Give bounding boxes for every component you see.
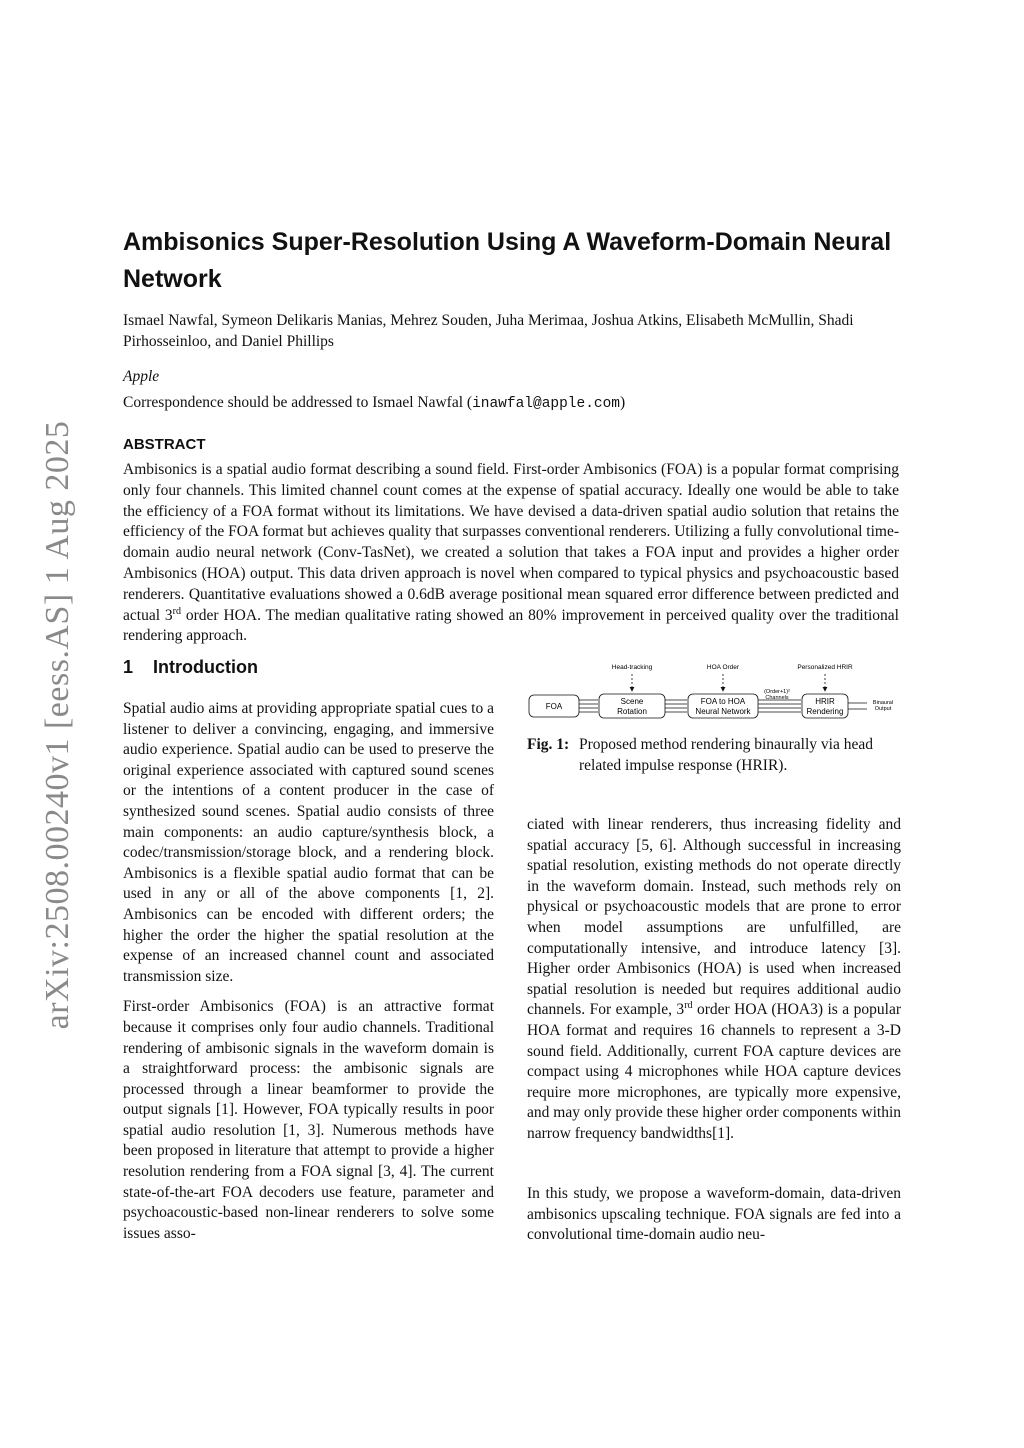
input-label-personalized-hrir: Personalized HRIR bbox=[797, 664, 853, 671]
paper-title: Ambisonics Super-Resolution Using A Waveform-Domain Neural Network bbox=[123, 228, 892, 293]
intro-paragraph-3-b: order HOA (HOA3) is a popular HOA format and requires 16 channels to represent a 3-D sound field. Additionally, current FOA capture devices are compact using 4 microphones while HOA capture devices require more microphones, are typically more expensive, and may only provide these higher order components within narrow frequency bandwidths[1]. bbox=[527, 1001, 902, 1142]
input-label-hoa-order: HOA Order bbox=[706, 664, 740, 671]
arxiv-side-identifier bbox=[28, 415, 88, 1035]
abstract-superscript: rd bbox=[172, 605, 181, 617]
scene-rotation-label-1: Scene bbox=[620, 697, 644, 706]
scene-rotation-label-2: Rotation bbox=[617, 707, 647, 716]
figure-1-caption bbox=[527, 735, 903, 776]
correspondence-email[interactable]: inawfal@apple.com bbox=[472, 396, 621, 412]
binaural-output-label-2: Output bbox=[874, 706, 892, 712]
abstract-text-b: order HOA. The median qualitative rating showed an 80% improvement in perceived quality over the traditional rendering approach. bbox=[123, 606, 899, 645]
correspondence-suffix: ) bbox=[620, 394, 626, 411]
section-number: 1 bbox=[123, 657, 134, 677]
arxiv-side-identifier-text: arXiv:2508.00240v1 [eess.AS] 1 Aug 2025 bbox=[39, 420, 76, 1030]
scene-to-network-connector bbox=[665, 700, 687, 712]
neural-network-label-1: FOA to HOA bbox=[700, 697, 746, 706]
figure-1-label: Fig. 1: bbox=[527, 736, 570, 753]
intro-paragraph-2: First-order Ambisonics (FOA) is an attractive format because it comprises only four audio channels. Traditional rendering of ambisonic signals in the waveform domain is a straightforward process: the ambisonic signals are processed through a linear beamformer to provide the output signals [1]. However, FOA typically results in poor spatial audio resolution [1, 3]. Numerous methods have been proposed in literature that attempt to provide a higher resolution rendering from a FOA signal [3, 4]. The current state-of-the-art FOA decoders use feature, parameter and psychoacoustic-based non-linear renderers to solve some issues asso- bbox=[123, 998, 494, 1242]
figure-1-caption-text: Proposed method rendering binaurally via head related impulse response (HRIR). bbox=[579, 736, 873, 774]
hrir-rendering-label-2: Rendering bbox=[806, 707, 844, 716]
abstract-text-a: Ambisonics is a spatial audio format describing a sound field. First-order Ambisonics (FOA) is a popular format comprising only four channels. This limited channel count comes at the expense of spatial accuracy. Ideally one would be able to take the efficiency of a FOA format without its limitations. We have devised a data-driven spatial audio solution that retains the efficiency of the FOA format but achieves quality that surpasses conventional renderers. Utilizing a fully convolutional time-domain audio neural network (Conv-TasNet), we created a solution that takes a FOA input and provides a higher order Ambisonics (HOA) output. This data driven approach is novel when compared to typical physics and psychoacoustic based renderers. Quantitative evaluations showed a 0.6dB average positional mean squared error difference between predicted and actual 3 bbox=[123, 461, 899, 624]
abstract-text bbox=[123, 460, 899, 647]
hrir-rendering-label-1: HRIR bbox=[815, 697, 835, 706]
abstract-heading: ABSTRACT bbox=[123, 436, 206, 453]
section-heading-introduction bbox=[123, 657, 258, 678]
intro-paragraph-3-superscript: rd bbox=[684, 1000, 693, 1012]
correspondence-line bbox=[123, 394, 625, 412]
intro-paragraph-1: Spatial audio aims at providing appropriate spatial cues to a listener to deliver a convincing, engaging, and immersive audio experience. Spatial audio can be used to preserve the original experience associated with captured sound scenes or the intentions of a content producer in the case of synthesized sound scenes. Spatial audio consists of three main components: an audio capture/synthesis block, a codec/transmission/storage block, and a rendering block. Ambisonics is a flexible spatial audio format that can be used in any or all of the above components [1, 2]. Ambisonics can be encoded with different orders; the higher the order the higher the spatial resolution at the expense of an increased channel count and associated transmission size. bbox=[123, 700, 494, 985]
network-to-hrir-connector bbox=[758, 700, 801, 712]
channel-count-label-2: Channels bbox=[765, 695, 789, 701]
input-label-head-tracking: Head-tracking bbox=[611, 664, 653, 671]
foa-block-label: FOA bbox=[545, 702, 563, 711]
intro-paragraph-3 bbox=[527, 815, 901, 1145]
block-diagram-svg bbox=[527, 660, 901, 730]
left-column bbox=[123, 699, 494, 1254]
binaural-output-connector bbox=[848, 703, 867, 709]
paper-affiliation: Apple bbox=[123, 368, 160, 385]
figure-1-diagram bbox=[527, 660, 901, 730]
intro-paragraph-4: In this study, we propose a waveform-domain, data-driven ambisonics upscaling technique. FOA signals are fed into a convolutional time-domain audio neu- bbox=[527, 1185, 901, 1244]
paper-authors: Ismael Nawfal, Symeon Delikaris Manias, Mehrez Souden, Juha Merimaa, Joshua Atkins, Elisabeth McMullin, Shadi Pirhosseinloo, and Daniel Phillips bbox=[123, 312, 854, 350]
correspondence-prefix: Correspondence should be addressed to Ismael Nawfal ( bbox=[123, 394, 473, 411]
foa-to-scene-connector bbox=[579, 700, 598, 712]
intro-paragraph-3-a: ciated with linear renderers, thus increasing fidelity and spatial accuracy [5, 6]. Although successful in increasing spatial resolution, existing methods do not operate directly in the waveform domain. Instead, such methods rely on physical or psychoacoustic models that are prone to error when model assumptions are unfulfilled, are computationally intensive, and introduce latency [3]. Higher order Ambisonics (HOA) is used when increased spatial resolution is needed but requires additional audio channels. For example, 3 bbox=[527, 816, 901, 1019]
section-title: Introduction bbox=[153, 657, 258, 677]
binaural-output-label-1: Binaural bbox=[872, 700, 894, 706]
channel-count-label-1: (Order+1)² bbox=[764, 689, 790, 695]
neural-network-label-2: Neural Network bbox=[695, 707, 751, 716]
